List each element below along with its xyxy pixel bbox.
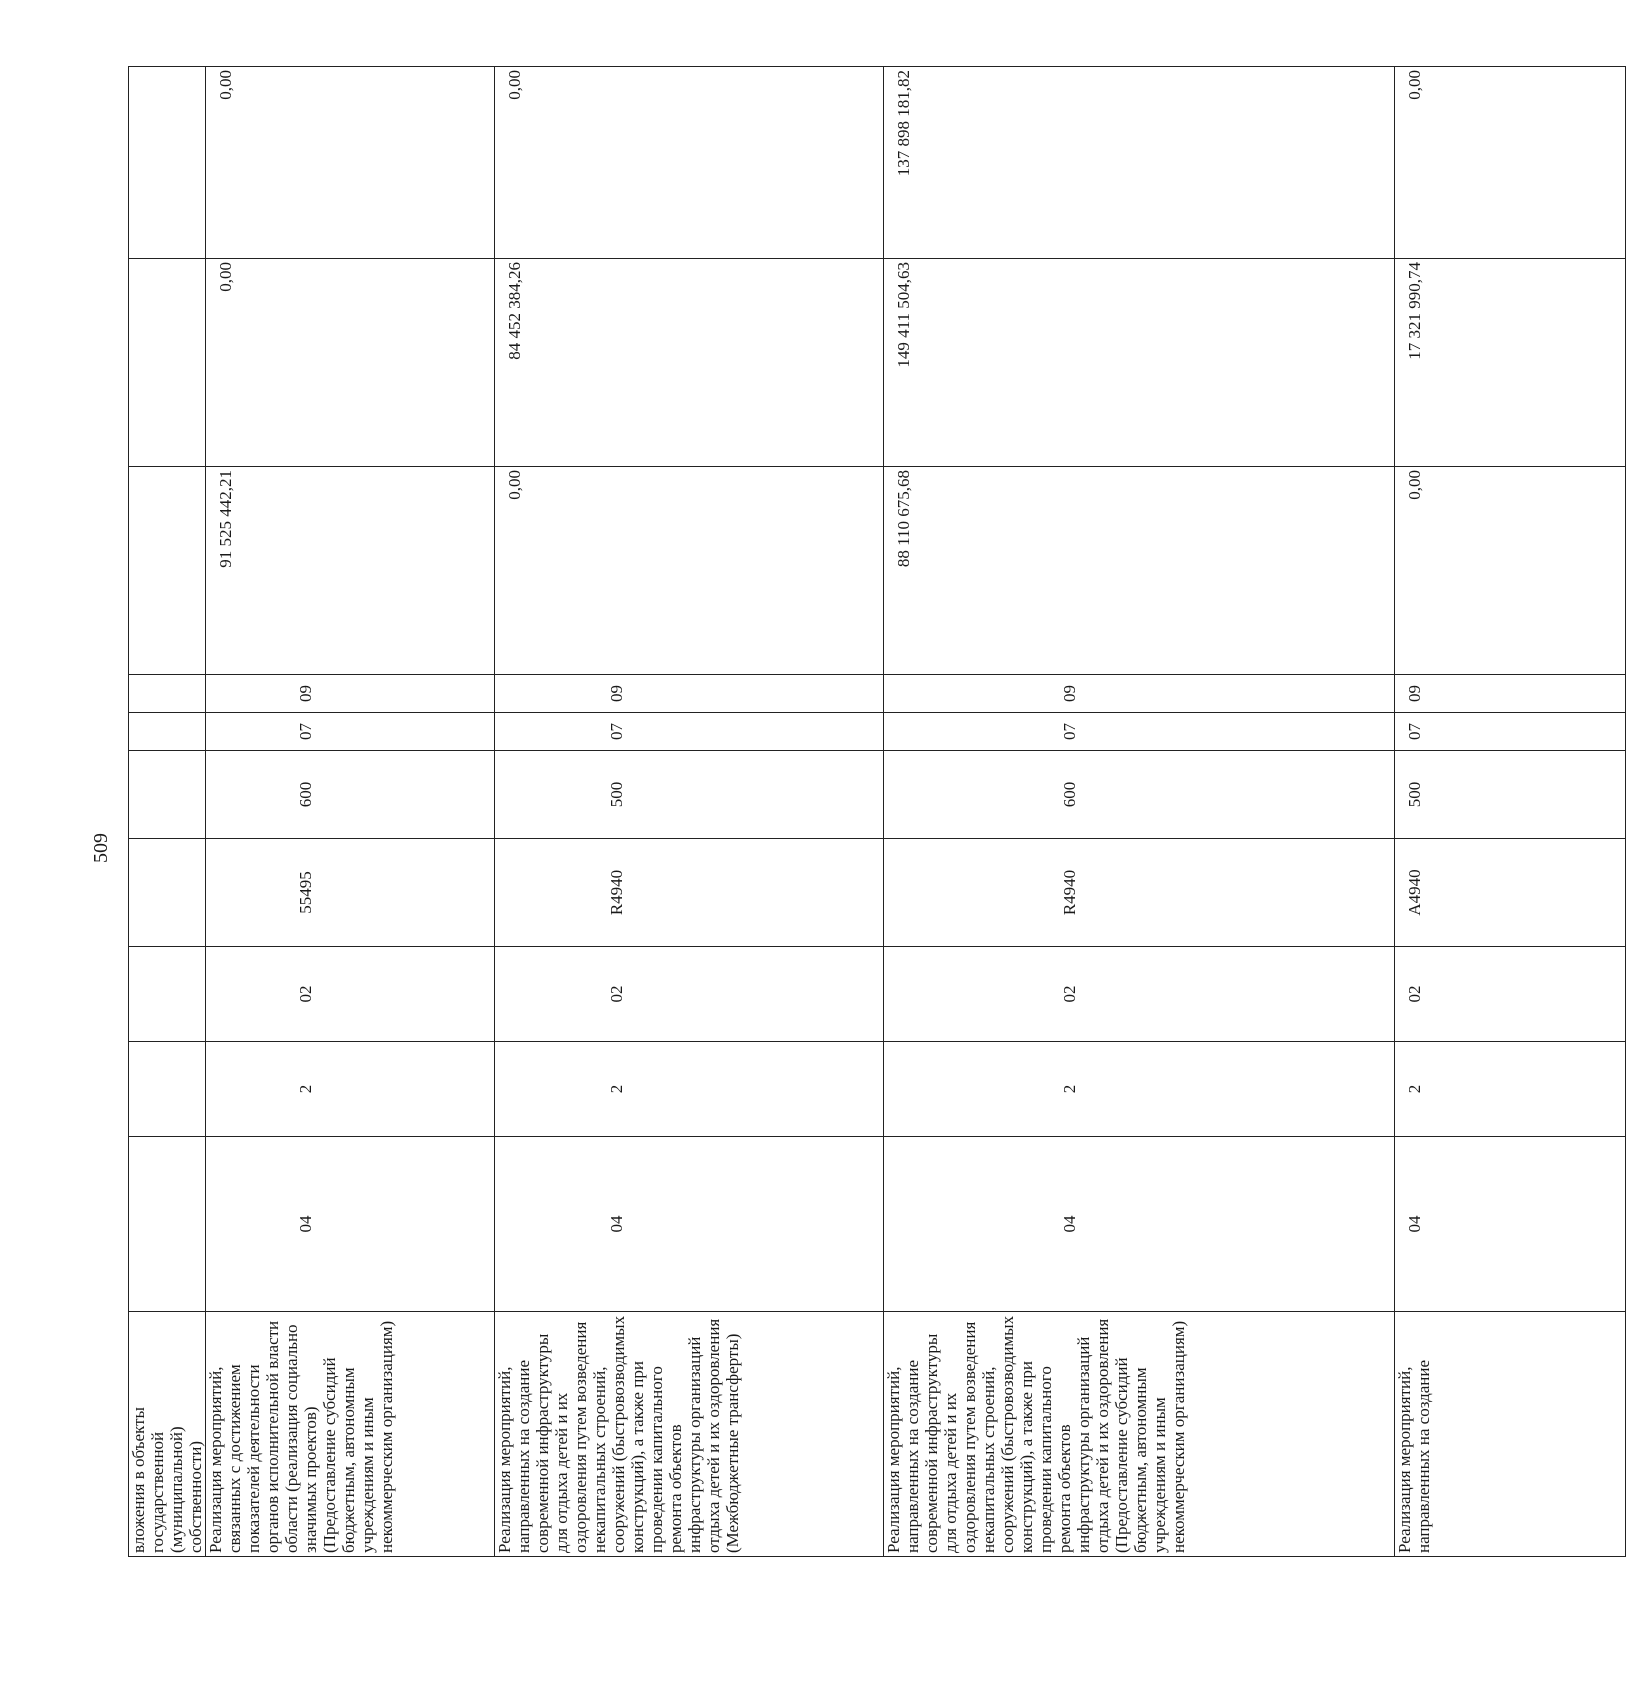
- budget-table: [128, 66, 1626, 1557]
- cell-value-3: 0,00: [1395, 67, 1626, 259]
- cell-code-6: [129, 713, 206, 751]
- cell-code-2: 2: [884, 1042, 1395, 1137]
- cell-code-7: 09: [495, 675, 884, 713]
- cell-code-2: 2: [1395, 1042, 1626, 1137]
- cell-code-1: [129, 1137, 206, 1312]
- cell-value-3: 0,00: [495, 67, 884, 259]
- cell-code-2: 2: [206, 1042, 495, 1137]
- row-name: Реализация мероприятий, связанных с достижением показателей деятельности органов исполнительной власти области (реализация социально значимых проектов) (Предоставление субсидий бюджетным, автономным учреждениям и иным некоммерческим организациям): [206, 1312, 495, 1557]
- cell-code-4: 55495: [206, 839, 495, 947]
- cell-value-3: 137 898 181,82: [884, 67, 1395, 259]
- table-row: [206, 67, 495, 1557]
- cell-code-2: [129, 1042, 206, 1137]
- cell-value-2: 17 321 990,74: [1395, 259, 1626, 467]
- row-name: вложения в объекты государственной (муниципальной) собственности): [129, 1312, 206, 1557]
- cell-value-2: [129, 259, 206, 467]
- cell-value-1: 0,00: [495, 467, 884, 675]
- cell-code-6: 07: [1395, 713, 1626, 751]
- cell-value-1: 91 525 442,21: [206, 467, 495, 675]
- cell-code-1: 04: [495, 1137, 884, 1312]
- cell-value-2: 0,00: [206, 259, 495, 467]
- cell-code-4: R4940: [884, 839, 1395, 947]
- cell-code-5: 500: [1395, 751, 1626, 839]
- table-row: [495, 67, 884, 1557]
- cell-code-6: 07: [884, 713, 1395, 751]
- table-row: [884, 67, 1395, 1557]
- cell-code-3: 02: [495, 947, 884, 1042]
- cell-value-3: [129, 67, 206, 259]
- table-row: [129, 67, 206, 1557]
- cell-code-5: 600: [884, 751, 1395, 839]
- cell-value-2: 84 452 384,26: [495, 259, 884, 467]
- page-number: 509: [90, 833, 112, 863]
- cell-value-3: 0,00: [206, 67, 495, 259]
- table-row: [1395, 67, 1626, 1557]
- row-name: Реализация мероприятий, направленных на создание современной инфраструктуры для отдыха детей и их оздоровления путем возведения некапитальных строений, сооружений (быстровозводимых конструкций), а также при проведении капитального ремонта объектов инфраструктуры организаций отдыха детей и их оздоровления (Предоставление субсидий бюджетным, автономным учреждениям и иным некоммерческим организациям): [884, 1312, 1395, 1557]
- cell-code-5: 600: [206, 751, 495, 839]
- cell-code-4: [129, 839, 206, 947]
- row-name: Реализация мероприятий, направленных на создание: [1395, 1312, 1626, 1557]
- cell-code-3: [129, 947, 206, 1042]
- cell-code-7: [129, 675, 206, 713]
- budget-table-sheet: [128, 67, 1433, 1557]
- cell-code-7: 09: [206, 675, 495, 713]
- cell-value-2: 149 411 504,63: [884, 259, 1395, 467]
- cell-value-1: 0,00: [1395, 467, 1626, 675]
- cell-code-6: 07: [206, 713, 495, 751]
- cell-code-3: 02: [884, 947, 1395, 1042]
- cell-code-1: 04: [206, 1137, 495, 1312]
- cell-code-6: 07: [495, 713, 884, 751]
- cell-code-3: 02: [206, 947, 495, 1042]
- cell-code-1: 04: [1395, 1137, 1626, 1312]
- row-name: Реализация мероприятий, направленных на создание современной инфраструктуры для отдыха детей и их оздоровления путем возведения некапитальных строений, сооружений (быстровозводимых конструкций), а также при проведении капитального ремонта объектов инфраструктуры организаций отдыха детей и их оздоровления (Межбюджетные трансферты): [495, 1312, 884, 1557]
- cell-code-4: A4940: [1395, 839, 1626, 947]
- cell-code-4: R4940: [495, 839, 884, 947]
- cell-code-3: 02: [1395, 947, 1626, 1042]
- cell-value-1: 88 110 675,68: [884, 467, 1395, 675]
- cell-code-1: 04: [884, 1137, 1395, 1312]
- cell-value-1: [129, 467, 206, 675]
- cell-code-5: 500: [495, 751, 884, 839]
- cell-code-5: [129, 751, 206, 839]
- cell-code-7: 09: [884, 675, 1395, 713]
- cell-code-2: 2: [495, 1042, 884, 1137]
- cell-code-7: 09: [1395, 675, 1626, 713]
